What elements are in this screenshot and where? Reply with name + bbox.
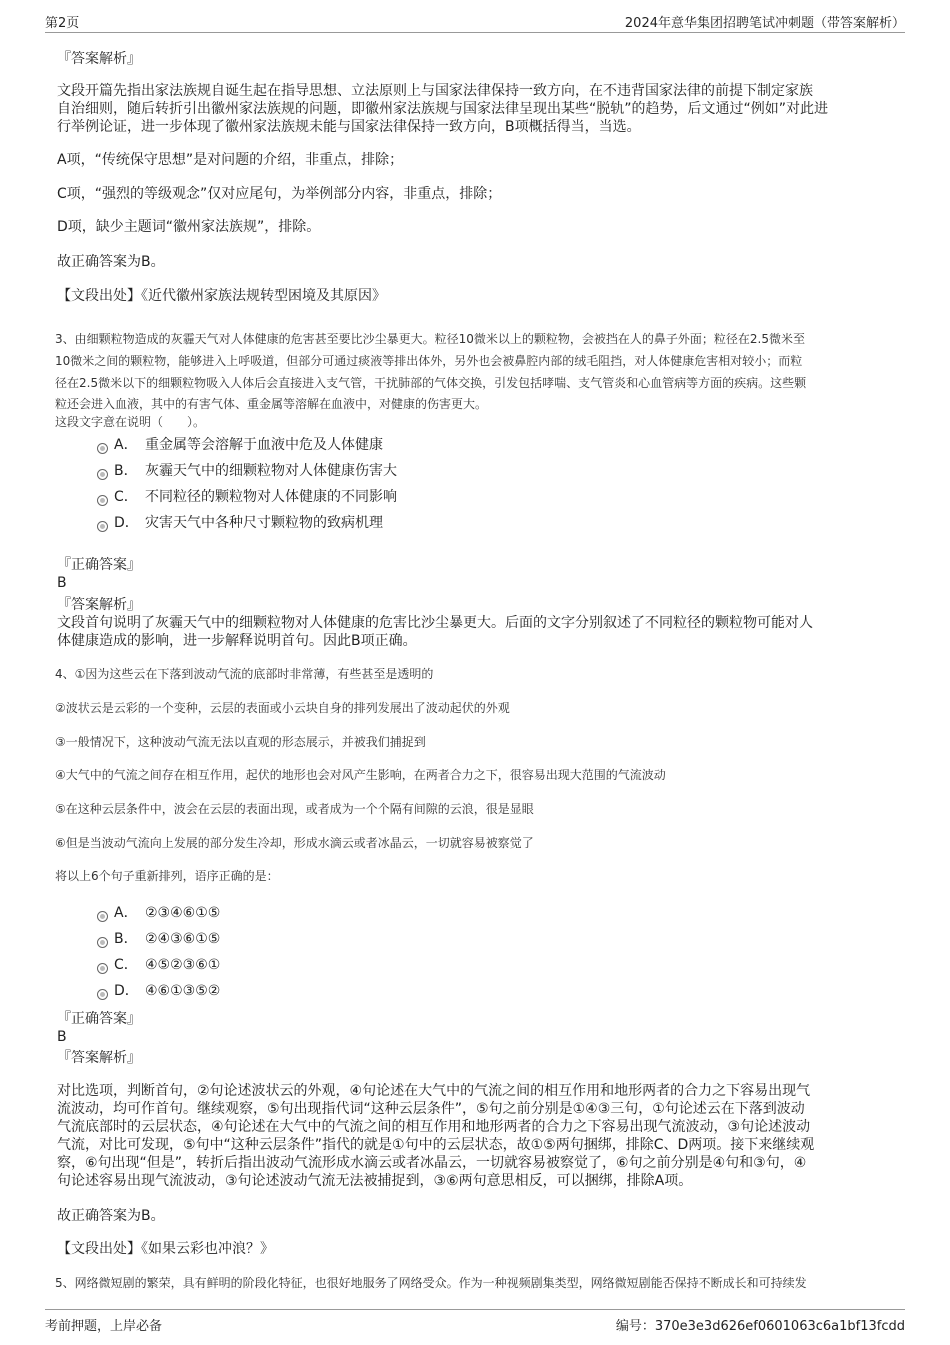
document-id: 编号：370e3e3d626ef0601063c6a1bf13fcdd bbox=[615, 1319, 905, 1334]
radio-button[interactable] bbox=[97, 963, 108, 974]
option-text: 灾害天气中各种尺寸颗粒物的致病机理 bbox=[145, 515, 383, 531]
option-text: ②④③⑥①⑤ bbox=[145, 931, 221, 947]
radio-button[interactable] bbox=[97, 521, 108, 532]
radio-button[interactable] bbox=[97, 443, 108, 454]
q4-analysis-line: 气流，对比可发现，⑤句中“这种云层条件”指代的就是①句中的云层状态，故①⑤两句捆绑，排除C、D两项。接下来继续观 bbox=[57, 1137, 815, 1153]
q2-option-a-note: A项，“传统保守思想”是对问题的介绍，非重点，排除； bbox=[57, 152, 404, 168]
radio-button[interactable] bbox=[97, 911, 108, 922]
q2-analysis-line: 行举例论证，进一步体现了徽州家法族规未能与国家法律保持一致方向，B项概括得当，当选。 bbox=[57, 119, 641, 135]
q4-answer-label: 『正确答案』 bbox=[57, 1011, 141, 1027]
option-letter: D． bbox=[114, 515, 139, 531]
q4-analysis-line: 流波动，均可作首句。继续观察，⑤句出现指代词“这种云层条件”，⑤句之前分别是①④③三句，①句论述云在下落到波动 bbox=[57, 1101, 805, 1117]
q2-answer: 故正确答案为B。 bbox=[57, 254, 165, 270]
option-letter: B． bbox=[114, 931, 138, 947]
option-text: ④⑥①③⑤② bbox=[145, 983, 221, 999]
q4-answer: B bbox=[57, 1029, 67, 1045]
q3-prompt: 这段文字意在说明（ ）。 bbox=[55, 415, 206, 429]
q4-sentence: ⑤在这种云层条件中，波会在云层的表面出现，或者成为一个个隔有间隙的云浪，很是显眼 bbox=[55, 802, 534, 816]
q3-answer: B bbox=[57, 575, 67, 591]
q4-sentence: ③一般情况下，这种波动气流无法以直观的形态展示，并被我们捕捉到 bbox=[55, 735, 426, 749]
page-footer bbox=[45, 1309, 905, 1334]
q4-sentence: 4、①因为这些云在下落到波动气流的底部时非常薄，有些甚至是透明的 bbox=[55, 667, 434, 681]
q4-sentence: ②波状云是云彩的一个变种，云层的表面或小云块自身的排列发展出了波动起伏的外观 bbox=[55, 701, 510, 715]
q3-analysis-line: 体健康造成的影响，进一步解释说明首句。因此B项正确。 bbox=[57, 633, 417, 649]
q5-stem: 5、网络微短剧的繁荣，具有鲜明的阶段化特征，也很好地服务了网络受众。作为一种视频剧集类型，网络微短剧能否保持不断成长和可持续发 bbox=[55, 1276, 807, 1290]
q2-analysis-line: 自治细则，随后转折引出徽州家法族规的问题，即徽州家法族规与国家法律呈现出某些“脱轨”的趋势，后文通过“例如”对此进 bbox=[57, 101, 829, 117]
q4-analysis-line: 句论述容易出现气流波动，③句论述波动气流无法被捕捉到，③⑥两句意思相反，可以捆绑，排除A项。 bbox=[57, 1173, 693, 1189]
q2-analysis-line: 文段开篇先指出家法族规自诞生起在指导思想、立法原则上与国家法律保持一致方向，在不违背国家法律的前提下制定家族 bbox=[57, 83, 813, 99]
q4-conclusion: 故正确答案为B。 bbox=[57, 1208, 165, 1224]
footer-slogan: 考前押题，上岸必备 bbox=[45, 1319, 163, 1334]
option-letter: A． bbox=[114, 437, 138, 453]
option-text: 灰霾天气中的细颗粒物对人体健康伤害大 bbox=[145, 463, 397, 479]
option-letter: C． bbox=[114, 489, 138, 505]
q3-analysis-label: 『答案解析』 bbox=[57, 597, 141, 613]
q3-stem-line: 10微米之间的颗粒物，能够进入上呼吸道，但部分可通过痰液等排出体外，另外也会被鼻腔内部的绒毛阻挡，对人体健康危害相对较小；而粒 bbox=[55, 354, 803, 368]
option-text: ④⑤②③⑥① bbox=[145, 957, 221, 973]
option-letter: B． bbox=[114, 463, 138, 479]
option-letter: C． bbox=[114, 957, 138, 973]
option-letter: D． bbox=[114, 983, 139, 999]
q2-option-d-note: D项，缺少主题词“徽州家法族规”，排除。 bbox=[57, 219, 321, 235]
radio-button[interactable] bbox=[97, 495, 108, 506]
q4-analysis-line: 察，⑥句出现“但是”，转折后指出波动气流形成水滴云或者冰晶云，一切就容易被察觉了，⑥句之前分别是④句和③句，④ bbox=[57, 1155, 807, 1171]
document-title: 2024年意华集团招聘笔试冲刺题（带答案解析） bbox=[624, 16, 905, 31]
radio-button[interactable] bbox=[97, 937, 108, 948]
q3-stem-line: 径在2.5微米以下的细颗粒物吸入人体后会直接进入支气管，干扰肺部的气体交换，引发包括哮喘、支气管炎和心血管病等方面的疾病。这些颗 bbox=[55, 376, 807, 390]
q4-analysis-label: 『答案解析』 bbox=[57, 1050, 141, 1066]
option-text: 不同粒径的颗粒物对人体健康的不同影响 bbox=[145, 489, 397, 505]
q3-analysis-line: 文段首句说明了灰霾天气中的细颗粒物对人体健康的危害比沙尘暴更大。后面的文字分别叙述了不同粒径的颗粒物可能对人 bbox=[57, 615, 813, 631]
q4-analysis-line: 气流底部时的云层状态，④句论述在大气中的气流之间的相互作用和地形两者的合力之下容易出现气流波动，③句论述波动 bbox=[57, 1119, 811, 1135]
option-text: 重金属等会溶解于血液中危及人体健康 bbox=[145, 437, 383, 453]
page-header bbox=[45, 10, 905, 33]
q4-analysis-line: 对比选项，判断首句，②句论述波状云的外观，④句论述在大气中的气流之间的相互作用和地形两者的合力之下容易出现气 bbox=[57, 1083, 811, 1099]
option-text: ②③④⑥①⑤ bbox=[145, 905, 221, 921]
q4-sentence: ④大气中的气流之间存在相互作用，起伏的地形也会对风产生影响，在两者合力之下，很容易出现大范围的气流波动 bbox=[55, 768, 666, 782]
q3-stem-line: 粒还会进入血液，其中的有害气体、重金属等溶解在血液中，对健康的伤害更大。 bbox=[55, 397, 488, 411]
q3-stem-line: 3、由细颗粒物造成的灰霾天气对人体健康的危害甚至要比沙尘暴更大。粒径10微米以上的颗粒物，会被挡在人的鼻子外面；粒径在2.5微米至 bbox=[55, 332, 805, 346]
radio-button[interactable] bbox=[97, 989, 108, 1000]
q4-prompt: 将以上6个句子重新排列，语序正确的是： bbox=[55, 869, 279, 883]
q4-source: 【文段出处】《如果云彩也冲浪？》 bbox=[57, 1241, 274, 1257]
radio-button[interactable] bbox=[97, 469, 108, 480]
q2-analysis-label: 『答案解析』 bbox=[57, 51, 141, 67]
q2-source: 【文段出处】《近代徽州家族法规转型困境及其原因》 bbox=[57, 288, 386, 304]
page-number: 第2页 bbox=[45, 16, 80, 31]
option-letter: A． bbox=[114, 905, 138, 921]
q3-answer-label: 『正确答案』 bbox=[57, 557, 141, 573]
q4-sentence: ⑥但是当波动气流向上发展的部分发生冷却，形成水滴云或者冰晶云，一切就容易被察觉了 bbox=[55, 836, 534, 850]
q2-option-c-note: C项，“强烈的等级观念”仅对应尾句，为举例部分内容，非重点，排除； bbox=[57, 186, 502, 202]
